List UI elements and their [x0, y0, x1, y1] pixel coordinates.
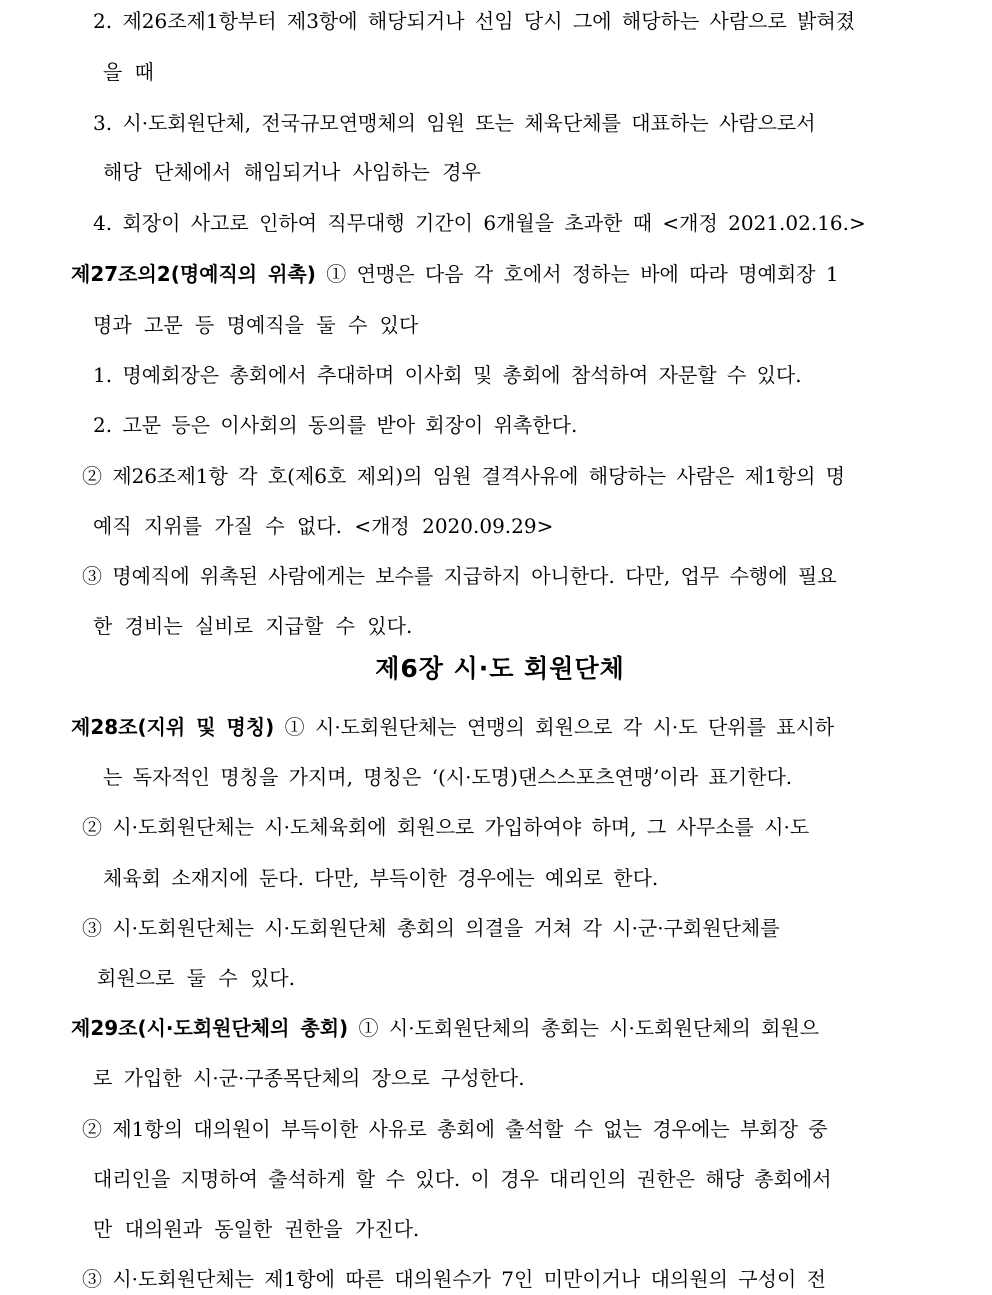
body-line: 만 대의원과 동일한 권한을 가진다. — [93, 1217, 420, 1241]
body-line: 2. 고문 등은 이사회의 동의를 받아 회장이 위촉한다. — [93, 413, 578, 437]
article-29-line — [71, 1016, 819, 1040]
body-line: ② 시·도회원단체는 시·도체육회에 회원으로 가입하여야 하며, 그 사무소를 시·도 — [82, 815, 810, 839]
article-text: ① 시·도회원단체의 총회는 시·도회원단체의 회원으 — [348, 1016, 820, 1040]
body-line: ③ 시·도회원단체는 시·도회원단체 총회의 의결을 거쳐 각 시·군·구회원단체를 — [82, 916, 780, 940]
body-line: 대리인을 지명하여 출석하게 할 수 있다. 이 경우 대리인의 권한은 해당 총회에서 — [93, 1167, 832, 1191]
body-line: ② 제26조제1항 각 호(제6호 제외)의 임원 결격사유에 해당하는 사람은 제1항의 명 — [82, 464, 846, 488]
body-line: ③ 명예직에 위촉된 사람에게는 보수를 지급하지 아니한다. 다만, 업무 수행에 필요 — [82, 564, 837, 588]
body-line: ③ 시·도회원단체는 제1항에 따른 대의원수가 7인 미만이거나 대의원의 구성이 전 — [82, 1267, 826, 1291]
body-line: 회원으로 둘 수 있다. — [97, 966, 295, 990]
body-line: 1. 명예회장은 총회에서 추대하며 이사회 및 총회에 참석하여 자문할 수 있다. — [93, 363, 802, 387]
article-text: ① 연맹은 다음 각 호에서 정하는 바에 따라 명예회장 1 — [315, 262, 839, 286]
article-28-line — [71, 715, 834, 739]
body-line: 4. 회장이 사고로 인하여 직무대행 기간이 6개월을 초과한 때 <개정 2021.02.16.> — [93, 211, 866, 235]
body-line: 3. 시·도회원단체, 전국규모연맹체의 임원 또는 체육단체를 대표하는 사람으로서 — [93, 111, 816, 135]
body-line: 명과 고문 등 명예직을 둘 수 있다 — [93, 313, 419, 337]
article-heading: 제27조의2(명예직의 위촉) — [71, 262, 316, 286]
body-line: 체육회 소재지에 둔다. 다만, 부득이한 경우에는 예외로 한다. — [103, 866, 659, 890]
body-line: 해당 단체에서 해임되거나 사임하는 경우 — [103, 160, 481, 184]
body-line: 한 경비는 실비로 지급할 수 있다. — [93, 614, 413, 638]
chapter-title: 제6장 시·도 회원단체 — [375, 654, 625, 683]
body-line: 2. 제26조제1항부터 제3항에 해당되거나 선임 당시 그에 해당하는 사람으로 밝혀졌 — [93, 9, 856, 33]
body-line: ② 제1항의 대의원이 부득이한 사유로 총회에 출석할 수 없는 경우에는 부회장 중 — [82, 1117, 828, 1141]
body-line: 로 가입한 시·군·구종목단체의 장으로 구성한다. — [93, 1066, 525, 1090]
body-line: 을 때 — [103, 60, 154, 84]
article-heading: 제29조(시·도회원단체의 총회) — [71, 1016, 349, 1040]
body-line: 는 독자적인 명칭을 가지며, 명칭은 ‘(시·도명)댄스스포츠연맹’이라 표기한다. — [103, 765, 793, 789]
body-line: 예직 지위를 가질 수 없다. <개정 2020.09.29> — [93, 514, 554, 538]
article-27-2-line — [71, 262, 839, 286]
article-heading: 제28조(지위 및 명칭) — [71, 715, 275, 739]
article-text: ① 시·도회원단체는 연맹의 회원으로 각 시·도 단위를 표시하 — [274, 715, 835, 739]
